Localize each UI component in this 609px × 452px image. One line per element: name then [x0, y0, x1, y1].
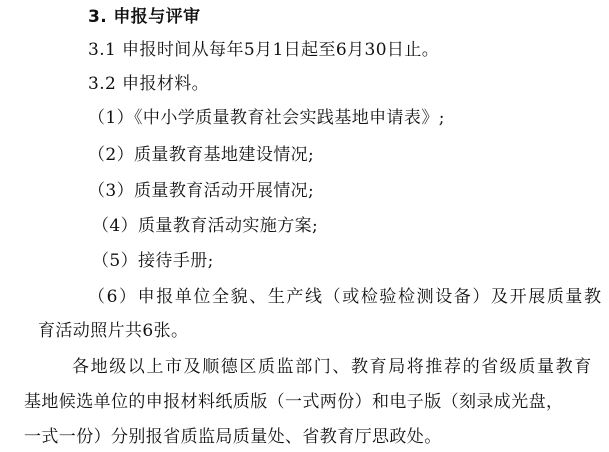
item-3-1: 3.1 申报时间从每年5月1日起至6月30日止。: [88, 40, 440, 60]
material-item-continuation: 育活动照片共6张。: [38, 321, 189, 341]
paragraph-line: 各地级以上市及顺德区质监部门、教育局将推荐的省级质量教育: [72, 357, 593, 377]
material-item: （4）质量教育活动实施方案;: [92, 216, 319, 236]
item-3-2: 3.2 申报材料。: [88, 74, 210, 94]
material-item: （6）申报单位全貌、生产线（或检验检测设备）及开展质量教: [88, 287, 603, 307]
material-item: （1）《中小学质量教育社会实践基地申请表》;: [88, 108, 445, 128]
material-item: （3）质量教育活动开展情况;: [88, 181, 315, 201]
material-item: （2）质量教育基地建设情况;: [88, 145, 315, 165]
paragraph-line: 基地候选单位的申报材料纸质版（一式两份）和电子版（刻录成光盘，: [24, 392, 564, 412]
paragraph-line: 一式一份）分别报省质监局质量处、省教育厅思政处。: [24, 427, 442, 447]
section-heading: 3. 申报与评审: [88, 7, 201, 27]
material-item: （5）接待手册;: [92, 251, 214, 271]
